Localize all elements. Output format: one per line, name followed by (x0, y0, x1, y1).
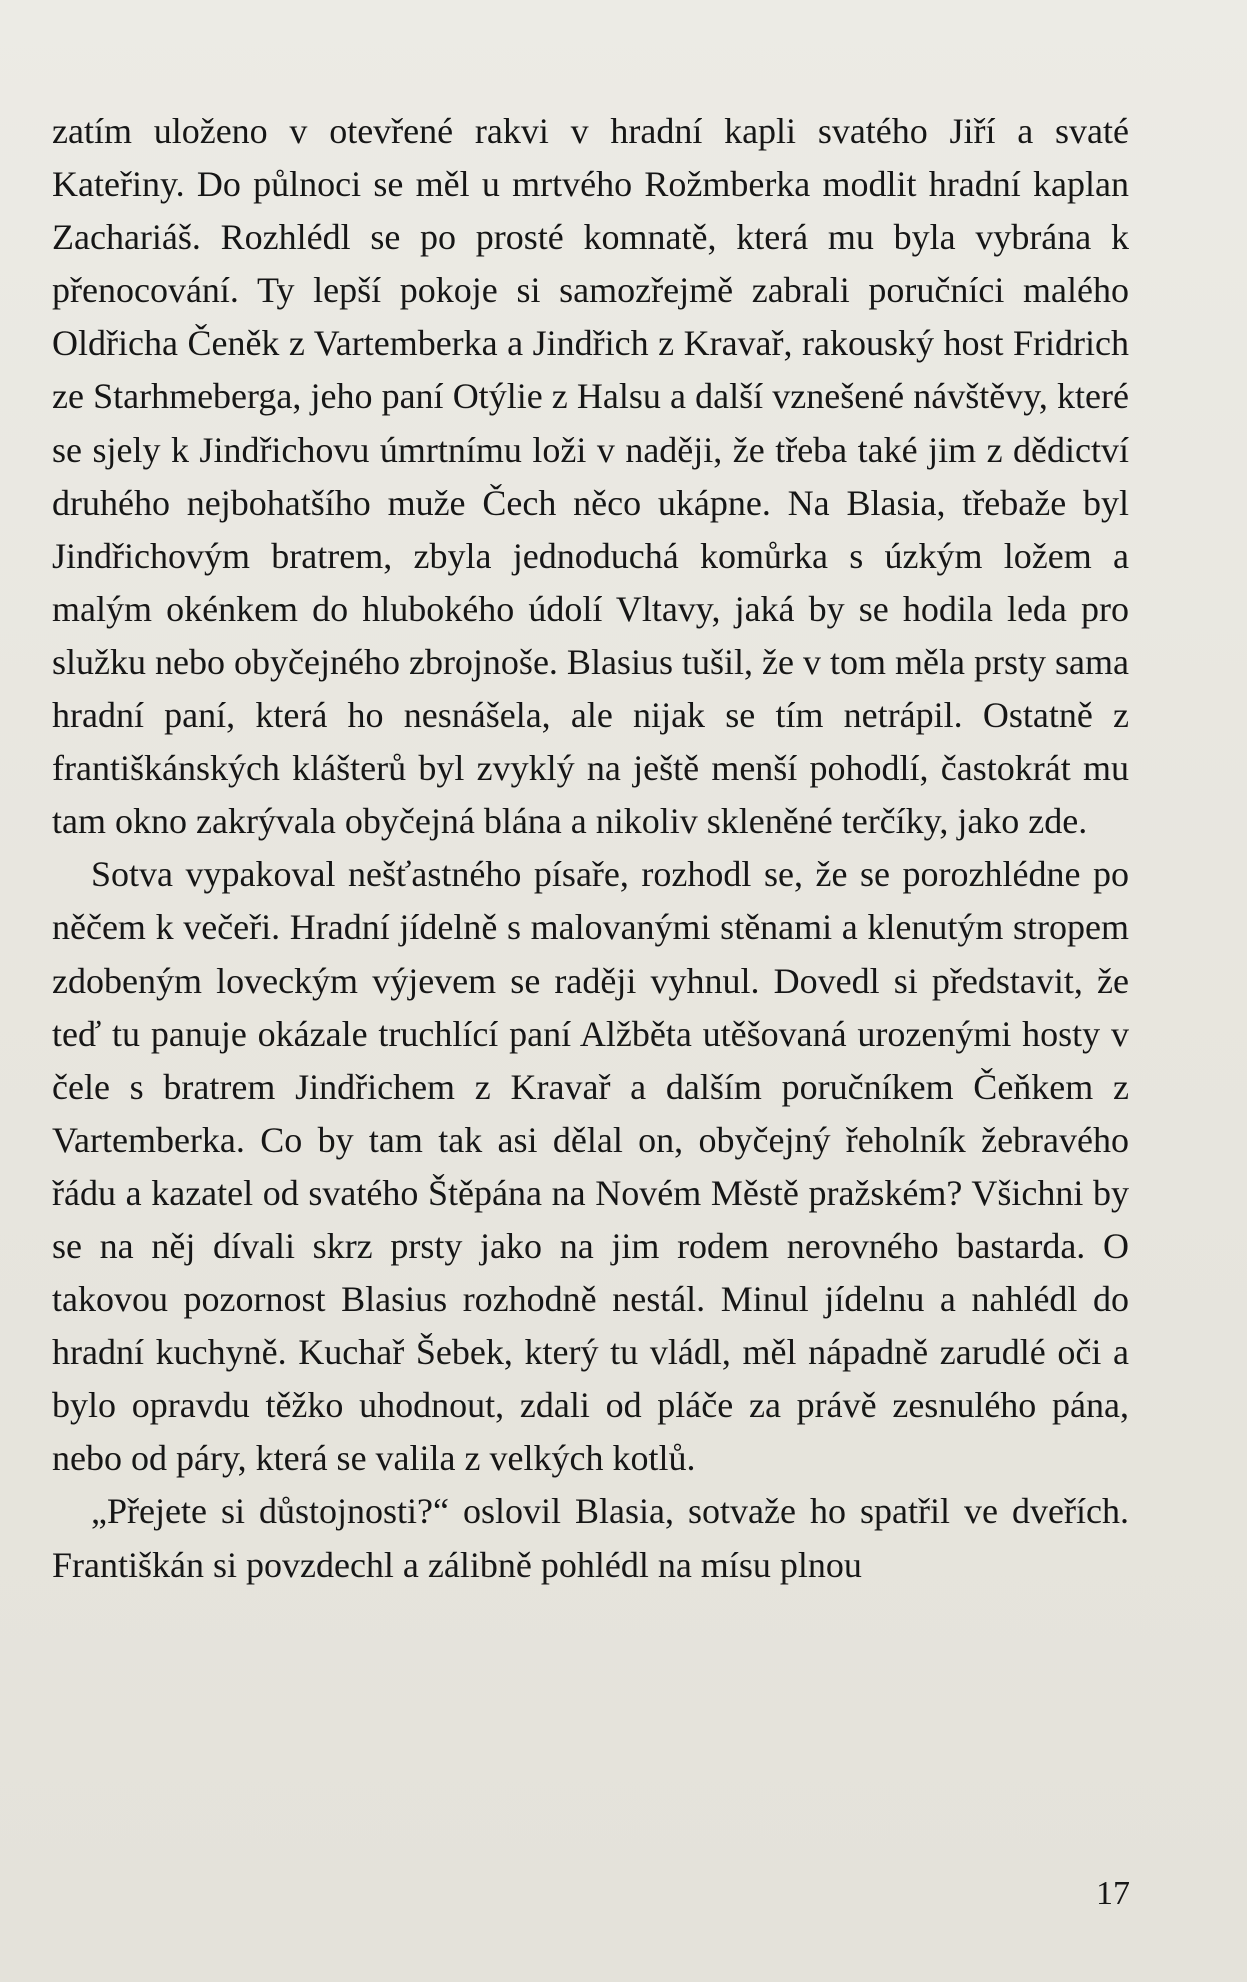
body-text (52, 105, 1129, 1592)
page-number: 17 (1096, 1875, 1130, 1912)
paragraph-2: Sotva vypakoval nešťastného písaře, rozhodl se, že se porozhlédne po něčem k večeři. Hradní jídelně s malovanými stěnami a klenutým stropem zdobeným loveckým výjevem se raději vyhnul. Dovedl si představit, že teď tu panuje okázale truchlící paní Alžběta utěšovaná urozenými hosty v čele s bratrem Jindřichem z Kravař a dalším poručníkem Čeňkem z Vartemberka. Co by tam tak asi dělal on, obyčejný řeholník žebravého řádu a kazatel od svatého Štěpána na Novém Městě pražském? Všichni by se na něj dívali skrz prsty jako na jim rodem nerovného bastarda. O takovou pozornost Blasius rozhodně nestál. Minul jídelnu a nahlédl do hradní kuchyně. Kuchař Šebek, který tu vládl, měl nápadně zarudlé oči a bylo opravdu těžko uhodnout, zdali od pláče za právě zesnulého pána, nebo od páry, která se valila z velkých kotlů. (52, 854, 1129, 1479)
paragraph-1: zatím uloženo v otevřené rakvi v hradní kapli svatého Jiří a svaté Kateřiny. Do půlnoci se měl u mrtvého Rožmberka modlit hradní kaplan Zachariáš. Rozhlédl se po prosté komnatě, která mu byla vybrána k přenocování. Ty lepší pokoje si samozřejmě zabrali poručníci malého Oldřicha Čeněk z Vartemberka a Jindřich z Kravař, rakouský host Fridrich ze Starhmeberga, jeho paní Otýlie z Halsu a další vznešené návštěvy, které se sjely k Jindřichovu úmrtnímu loži v naději, že třeba také jim z dědictví druhého nejbohatšího muže Čech něco ukápne. Na Blasia, třebaže byl Jindřichovým bratrem, zbyla jednoduchá komůrka s úzkým ložem a malým okénkem do hlubokého údolí Vltavy, jaká by se hodila leda pro služku nebo obyčejného zbrojnoše. Blasius tušil, že v tom měla prsty sama hradní paní, která ho nesnášela, ale nijak se tím netrápil. Ostatně z františkánských klášterů byl zvyklý na ještě menší pohodlí, častokrát mu tam okno zakrývala obyčejná blána a nikoliv skleněné terčíky, jako zde. (52, 111, 1129, 842)
paragraph-3: „Přejete si důstojnosti?“ oslovil Blasia, sotvaže ho spatřil ve dveřích. Františkán si povzdechl a zálibně pohlédl na mísu plnou (52, 1491, 1129, 1585)
